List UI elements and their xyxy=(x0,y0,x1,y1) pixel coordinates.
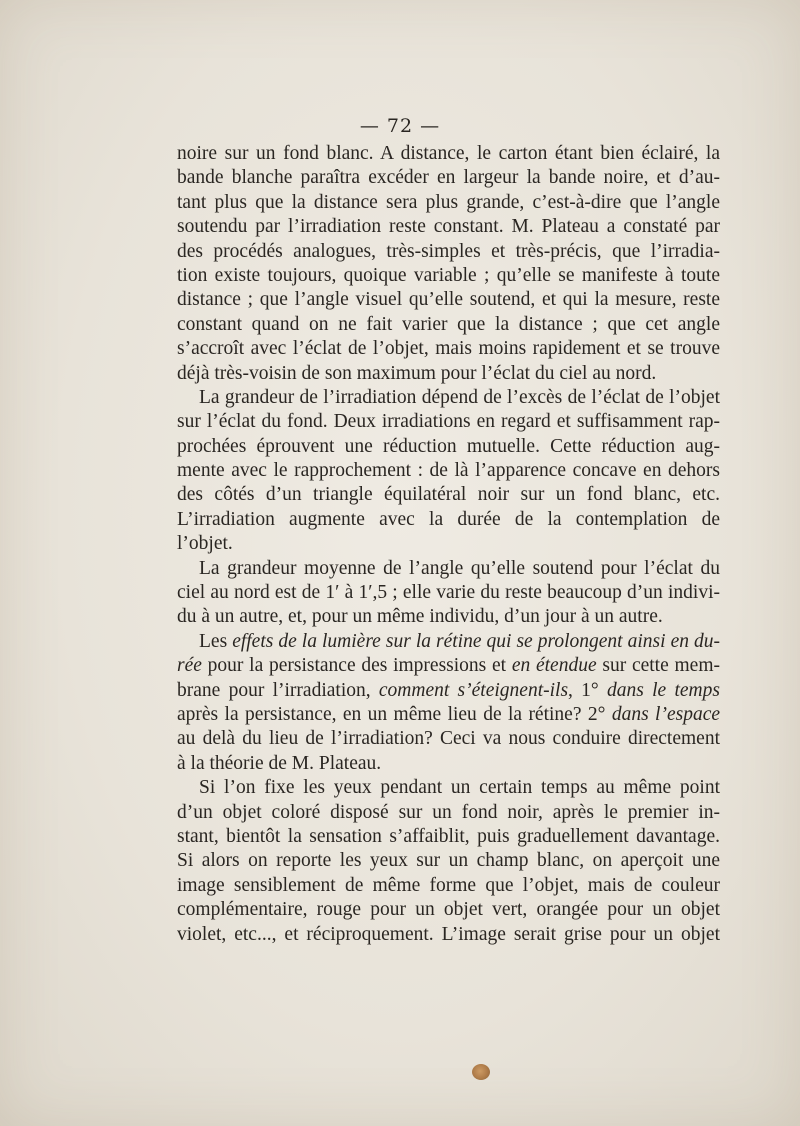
text-line xyxy=(177,849,720,873)
text-line xyxy=(177,825,720,849)
text-run: des côtés d’un triangle équilatéral noir sur un fond blanc, etc. xyxy=(177,484,720,506)
text-run: complémentaire, rouge pour un objet vert, orangée pour un objet xyxy=(177,899,720,921)
text-line xyxy=(177,532,720,556)
text-run: L’irradiation augmente avec la durée de la contemplation de xyxy=(177,508,720,530)
text-run: , 1° xyxy=(568,679,608,701)
text-run: stant, bientôt la sensation s’affaiblit, puis graduellement davantage. xyxy=(177,825,720,847)
text-line xyxy=(177,215,720,239)
text-line xyxy=(177,874,720,898)
text-line xyxy=(177,191,720,215)
text-line xyxy=(177,362,720,386)
text-line xyxy=(177,166,720,190)
page-number: — 72 — xyxy=(359,115,441,137)
text-run: distance ; que l’angle visuel qu’elle soutend, et qui la mesure, reste xyxy=(177,289,720,311)
text-run: brane pour l’irradiation, xyxy=(177,679,379,701)
text-run: soutendu par l’irradiation reste constant. M. Plateau a constaté par xyxy=(177,216,720,238)
text-line xyxy=(177,654,720,678)
text-run: après la persistance, en un même lieu de la rétine? 2° xyxy=(177,703,612,725)
italic-text: dans l’espace xyxy=(611,703,721,725)
text-run: ciel au nord est de 1′ à 1′,5 ; elle varie du reste beaucoup d’un indivi- xyxy=(177,582,720,604)
text-line xyxy=(177,581,720,605)
italic-text: comment s’éteignent-ils xyxy=(378,679,569,701)
text-line xyxy=(177,508,720,532)
text-line xyxy=(177,240,720,264)
text-run: Si l’on fixe les yeux pendant un certain temps au même point xyxy=(199,777,720,799)
text-run: à la théorie de M. Plateau. xyxy=(177,752,382,774)
text-run: noire sur un fond blanc. A distance, le carton étant bien éclairé, la xyxy=(177,143,720,164)
body-text xyxy=(177,142,720,947)
text-line xyxy=(177,679,720,703)
text-line xyxy=(177,727,720,751)
text-line xyxy=(177,801,720,825)
italic-text: rée xyxy=(177,655,202,677)
text-run: violet, etc..., et réciproquement. L’image serait grise pour un objet xyxy=(177,923,720,945)
text-run: au delà du lieu de l’irradiation? Ceci va nous conduire directement xyxy=(177,728,720,750)
text-line xyxy=(177,703,720,727)
text-line xyxy=(177,752,720,776)
text-run: l’objet. xyxy=(177,533,233,555)
text-line xyxy=(177,923,720,947)
text-line xyxy=(177,313,720,337)
text-run: des procédés analogues, très-simples et très-précis, que l’irradia- xyxy=(177,240,720,262)
text-run: constant quand on ne fait varier que la distance ; que cet angle xyxy=(177,313,720,335)
text-run: Les xyxy=(199,630,233,652)
italic-text: effets de la lumière sur la rétine qui se prolongent ainsi en du- xyxy=(232,630,720,652)
text-line xyxy=(177,776,720,800)
text-run: sur l’éclat du fond. Deux irradiations en regard et suffisamment rap- xyxy=(177,411,720,433)
text-run: tion existe toujours, quoique variable ; qu’elle se manifeste à toute xyxy=(177,264,720,286)
text-line xyxy=(177,410,720,434)
text-line xyxy=(177,557,720,581)
text-run: La grandeur de l’irradiation dépend de l’excès de l’éclat de l’objet xyxy=(199,386,720,408)
text-run: bande blanche paraîtra excéder en largeur la bande noire, et d’au- xyxy=(177,167,720,189)
text-line xyxy=(177,483,720,507)
text-line xyxy=(177,264,720,288)
text-line xyxy=(177,898,720,922)
text-run: du à un autre, et, pour un même individu, d’un jour à un autre. xyxy=(177,606,663,628)
text-run: s’accroît avec l’éclat de l’objet, mais moins rapidement et se trouve xyxy=(177,338,720,360)
text-run: tant plus que la distance sera plus grande, c’est-à-dire que l’angle xyxy=(177,191,720,213)
text-run: Si alors on reporte les yeux sur un champ blanc, on aperçoit une xyxy=(177,850,720,872)
text-run: La grandeur moyenne de l’angle qu’elle soutend pour l’éclat du xyxy=(199,557,720,579)
text-line xyxy=(177,435,720,459)
text-run: prochées éprouvent une réduction mutuelle. Cette réduction aug- xyxy=(177,435,720,457)
ink-stain xyxy=(472,1064,490,1080)
italic-text: dans le temps xyxy=(607,679,720,701)
text-line xyxy=(177,337,720,361)
text-run: d’un objet coloré disposé sur un fond noir, après le premier in- xyxy=(177,801,720,823)
text-run: pour la persistance des impressions et xyxy=(201,655,512,677)
text-run: sur cette mem- xyxy=(596,655,720,677)
text-line xyxy=(177,386,720,410)
text-run: mente avec le rapprochement : de là l’apparence concave en dehors xyxy=(177,460,720,482)
text-run: image sensiblement de même forme que l’objet, mais de couleur xyxy=(177,874,720,896)
text-line xyxy=(177,142,720,166)
text-line xyxy=(177,288,720,312)
text-run: déjà très-voisin de son maximum pour l’éclat du ciel au nord. xyxy=(177,362,657,384)
text-line xyxy=(177,605,720,629)
italic-text: en étendue xyxy=(511,655,597,677)
text-line xyxy=(177,459,720,483)
text-line xyxy=(177,630,720,654)
